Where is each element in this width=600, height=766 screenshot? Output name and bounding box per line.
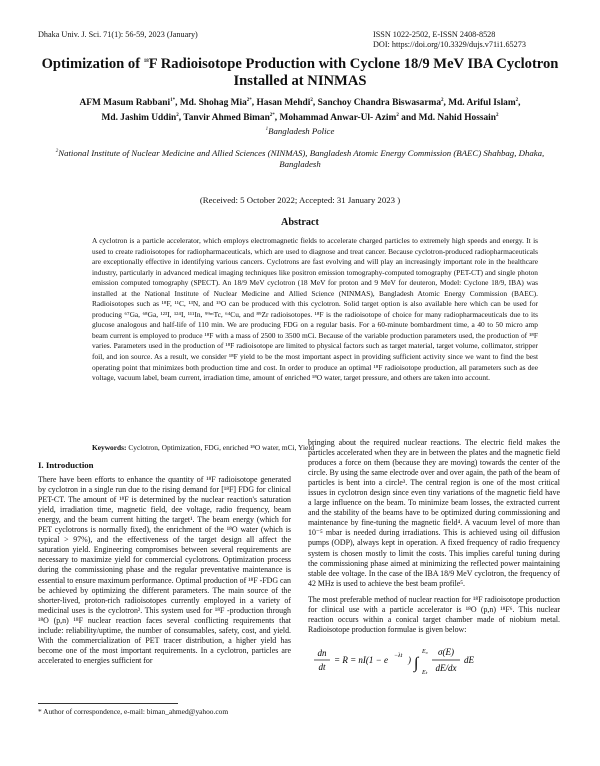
- right-paragraph-1: bringing about the required nuclear reactions. The electric field makes the particles accelerated when they are in between the plates and the magnetic field produces a force on them (because they are moving) towards the center of the circle. By using the same electrode over and over again, the path of the beam of particles is bent into a circle³. The central region is one of the most critical issues in cyclotron design since even tiny variations of the magnetic field have a large influence on the beam. To minimize beam losses, the extracted current and the stability of the beams have to be optimized during commissioning and maintenance by fine-tuning the magnetic field⁴. A vacuum level of more than 10⁻⁵ mbar is needed during irradiations. This is achieved using oil diffusion pumps (ODP), always kept in operation. A fixed frequency of radio frequency system is chosen mostly to limit the costs. This implies careful tuning during the commissioning phase aimed at minimizing the reflected power maintaining stable dee voltage. In the case of the IBA 18/9 MeV cyclotron, the frequency of 42 MHz is used to achieve the best beam profile⁵.: [308, 438, 560, 588]
- abstract-heading: Abstract: [281, 217, 319, 228]
- author: Md. Shohag Mia$^{2*}$: [179, 97, 252, 108]
- production-equation: [308, 641, 560, 688]
- title-prefix: Optimization of: [41, 56, 144, 72]
- integral-sign: ∫: [414, 654, 419, 672]
- received-dates: (Received: 5 October 2022; Accepted: 31 January 2023 ): [199, 195, 401, 205]
- eq-lhs-num: dn: [317, 647, 327, 658]
- journal-ids: [373, 30, 526, 50]
- footnote-rule: [38, 703, 178, 704]
- eq-mid2: ): [408, 654, 411, 665]
- title-sup: 18: [143, 59, 149, 65]
- author: AFM Masum Rabbani$^{1*}$: [79, 97, 176, 108]
- footnote: * Author of correspondence, e-mail: biman_ahmed@yahoo.com: [38, 707, 229, 716]
- eq-int-upper: E₀: [422, 648, 428, 655]
- abstract-text: A cyclotron is a particle accelerator, which employs electromagnetic fields to accelerate charged particles to extremely high speeds and energy. It is used to create radioisotopes for radiopharmaceuticals, which are used to diagnose and treat cancer. Because cyclotron-produced radiopharmaceuticals are exceptionally effective in identifying various cancers. Cyclotrons are fast evolving and will play an increasingly important role in the healthcare industry, particularly in advanced medical imaging techniques like positron emission tomography-computed tomography (PET-CT) and single photon emission computed tomography (SPECT). An 18/9 MeV cyclotron (18 MeV for proton and 9 MeV for deuteron, Model: Cyclone 18/9, IBA) was installed at the National Institute of Nuclear Medicine and Allied Science (NINMAS), Bangladesh Atomic Energy Commission (BAEC). Radioisotopes such as ¹⁸F, ¹¹C, ¹³N, and ¹⁵O can be produced with this cyclotron. Solid target option is also available here which can be used for producing ⁶⁷Ga, ⁶⁸Ga, ¹²³I, ¹²⁴I, ¹¹¹In, ⁹⁹ᵐTc, ⁶⁴Cu, and ⁸⁹Zr radioisotopes. ¹⁸F is the radioisotope of choice for many radiopharmaceuticals due to its glucose analogous and half-life of 110 min. We are producing FDG on a regular basis. For a 60-minute bombardment time, a 40 to 50 micro amp beam current is employed to produce ¹⁸F with a mass of 2500 to 3500 mCi. Because of the variable production parameters used, the production of ¹⁸F varies. Parameters used in the production of ¹⁸F radioisotope are limited to physical factors such as target material, target volume, collimator, stripper foil, and ion source. As a result, we consider ¹⁸F yield to be the most important aspect in providing sufficient activity since we want to find the best operating point that minimizes both production time and cost. In order to produce an optimal ¹⁸F radioisotope production, all parameters such as dee voltage, vacuum label, beam current, irradiation time, amount of enriched ¹⁸O water, target pressure, and others are taken into account.: [92, 236, 538, 383]
- section-heading: I. Introduction: [38, 460, 94, 470]
- author: Md. Jashim Uddin$^2$: [101, 112, 179, 123]
- eq-int-lower: Eₜ: [422, 669, 428, 676]
- keywords-label: Keywords:: [92, 443, 127, 452]
- issn: ISSN 1022-2502, E-ISSN 2408-8528: [373, 30, 496, 39]
- author-list: AFM Masum Rabbani$^{1*}$, Md. Shohag Mia$^{2*}$, Hasan Mehdi$^2$, Sanchoy Chandra Biswasarma$^2$, Md. Ariful Islam$^2$, Md. Jashim Uddin$^2$, Tanvir Ahmed Biman$^{2*}$, Mohammad Anwar-Ul- Azim$^2$ and Md. Nahid Hossain$^2$: [79, 97, 521, 123]
- affiliation-1: $^1$Bangladesh Police: [265, 126, 335, 136]
- doi: DOI: https://doi.org/10.3329/dujs.v71i1.65273: [373, 40, 526, 49]
- author: Sanchoy Chandra Biswasarma$^2$: [317, 97, 444, 108]
- eq-mid: = R = nI(1 − e: [334, 654, 388, 665]
- intro-paragraph: There have been efforts to enhance the quantity of ¹⁸F radioisotope generated by cyclotron in a single run due to the rising demand for [¹⁸F] FDG for clinical PET-CT. The amount of ¹⁸F is determined by the nuclear reaction's saturation yield, irradiation time, magnetic field, dee voltage, radio frequency, beam energy, and the beam current hitting the target¹. The beam energy (which for PET cyclotrons is normally fixed), the enrichment of the ¹⁸O water (which is typical > 97%), and the effectiveness of the target design all affect the saturation yield. Engineering compromises between several requirements are necessary to maximize yield for commercial cyclotrons. Optimization process during the commissioning phase and the regular preventative maintenance is essential to ensure maximum performance. Optimal production of ¹⁸F -FDG can be achieved by optimizing the different parameters. The main source of the shorter-lived, proton-rich radioisotopes currently employed in a variety of medicinal uses is the cyclotron². This system used for ¹⁸F -production through ¹⁸O (p,n) ¹⁸F nuclear reaction faces several conflicting requirements that include: reliability/uptime, the number of consumables, safety, cost, and yield. With the commercialization of PET tracer distribution, a higher yield has become one of the most important requirements. In a cyclotron, particles are accelerated to energies sufficient for: [38, 475, 291, 665]
- journal-citation: Dhaka Univ. J. Sci. 71(1): 56-59, 2023 (January): [38, 30, 198, 39]
- right-paragraph-2: The most preferable method of nuclear reaction for ¹⁸F radioisotope production for clinical use with a particle accelerator is ¹⁸O (p,n) ¹⁸F⁶. This nuclear reaction occurs within a conical target chamber made of niobium metal. Radioisotope production formulae is given below:: [308, 594, 560, 634]
- eq-tail: dE: [464, 654, 474, 665]
- eq-lhs-den: dt: [318, 661, 326, 672]
- eq-frac-den: dE/dx: [435, 662, 457, 673]
- keywords-list: Cyclotron, Optimization, FDG, enriched ¹⁸O water, mCi, Yield: [128, 443, 315, 452]
- title-rest: F Radioisotope Production with Cyclone 18/9 MeV IBA Cyclotron Installed at NINMAS: [148, 56, 559, 89]
- paper-title: [40, 56, 560, 90]
- right-column: [308, 438, 560, 688]
- affiliation-2: $^2$National Institute of Nuclear Medicine and Allied Sciences (NINMAS), Bangladesh Atomic Energy Commission (BAEC) Shahbag, Dhaka, Bangladesh: [55, 148, 545, 169]
- author: Md. Nahid Hossain$^2$: [418, 112, 499, 123]
- author: Hasan Mehdi$^2$: [256, 97, 313, 108]
- eq-frac-num: σ(E): [438, 646, 454, 657]
- author: Tanvir Ahmed Biman$^{2*}$: [183, 112, 275, 123]
- left-column: [38, 460, 291, 672]
- author: Md. Ariful Islam$^2$: [448, 97, 519, 108]
- eq-exp: −λt: [394, 652, 403, 659]
- author: Mohammad Anwar-Ul- Azim$^2$: [279, 112, 399, 123]
